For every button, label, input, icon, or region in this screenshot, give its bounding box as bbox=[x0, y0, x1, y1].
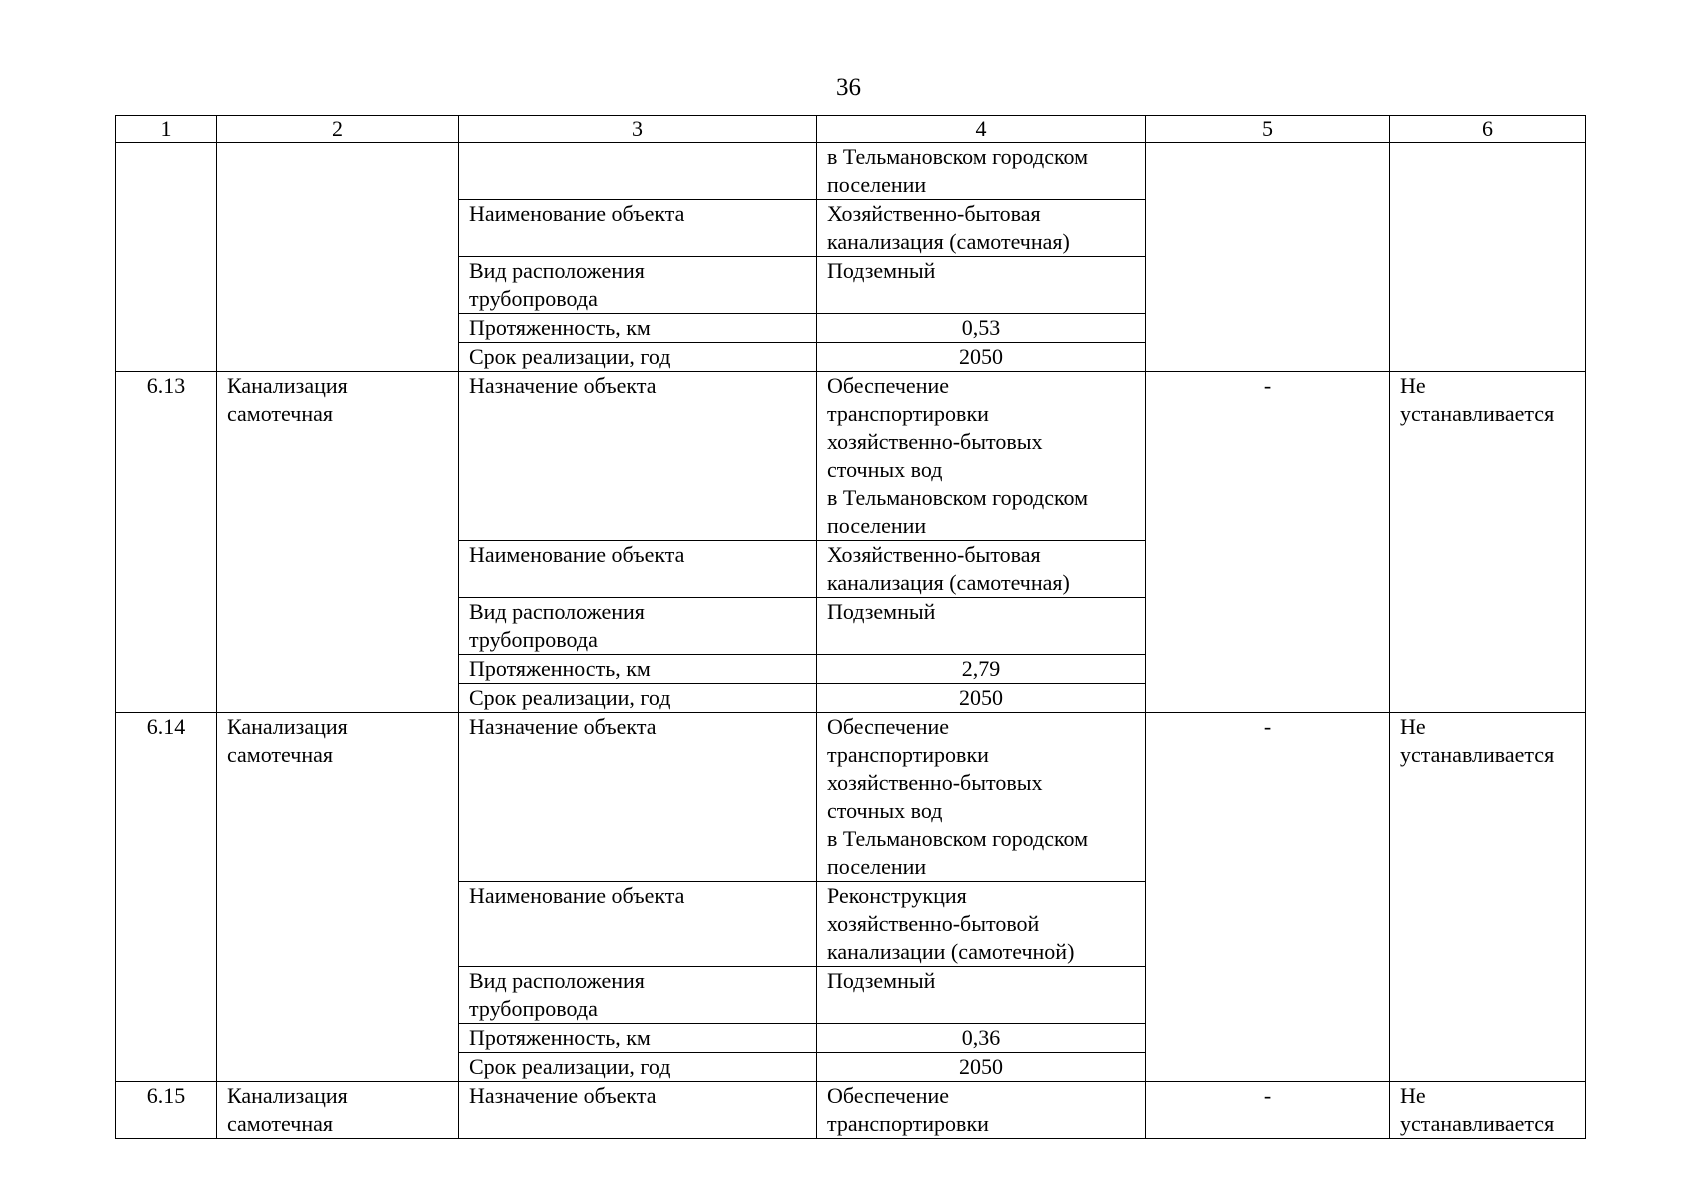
object-name-value: Хозяйственно-бытовая канализация (самотечная) bbox=[817, 200, 1146, 257]
table-header-row bbox=[116, 116, 1586, 143]
purpose-value: Обеспечение транспортировки хозяйственно-бытовых сточных вод в Тельмановском городском поселении bbox=[817, 713, 1146, 882]
term-label: Срок реализации, год bbox=[459, 684, 817, 713]
continuation-col6-cell bbox=[1390, 143, 1586, 372]
pipe-location-label: Вид расположения трубопровода bbox=[459, 967, 817, 1024]
length-value: 0,36 bbox=[817, 1024, 1146, 1053]
purpose-value: Обеспечение транспортировки bbox=[817, 1082, 1146, 1139]
continuation-name-cell bbox=[217, 143, 459, 372]
length-label: Протяженность, км bbox=[459, 1024, 817, 1053]
header-cell-4: 4 bbox=[817, 116, 1146, 143]
header-cell-2: 2 bbox=[217, 116, 459, 143]
entry-col5: - bbox=[1146, 1082, 1390, 1139]
length-label: Протяженность, км bbox=[459, 655, 817, 684]
pipe-location-value: Подземный bbox=[817, 257, 1146, 314]
table-row bbox=[116, 372, 1586, 541]
length-label: Протяженность, км bbox=[459, 314, 817, 343]
entry-name: Канализация самотечная bbox=[217, 372, 459, 713]
pipe-location-label: Вид расположения трубопровода bbox=[459, 598, 817, 655]
object-name-value: Хозяйственно-бытовая канализация (самотечная) bbox=[817, 541, 1146, 598]
entry-number: 6.13 bbox=[116, 372, 217, 713]
entry-number: 6.14 bbox=[116, 713, 217, 1082]
header-cell-6: 6 bbox=[1390, 116, 1586, 143]
term-label: Срок реализации, год bbox=[459, 1053, 817, 1082]
pipe-location-label: Вид расположения трубопровода bbox=[459, 257, 817, 314]
header-cell-3: 3 bbox=[459, 116, 817, 143]
term-value: 2050 bbox=[817, 343, 1146, 372]
entry-col6: Не устанавливается bbox=[1390, 372, 1586, 713]
entry-number: 6.15 bbox=[116, 1082, 217, 1139]
page-number: 36 bbox=[836, 74, 861, 101]
object-name-value: Реконструкция хозяйственно-бытовой канализации (самотечной) bbox=[817, 882, 1146, 967]
continuation-num-cell bbox=[116, 143, 217, 372]
pipe-location-value: Подземный bbox=[817, 967, 1146, 1024]
object-name-label: Наименование объекта bbox=[459, 541, 817, 598]
table-row bbox=[116, 713, 1586, 882]
pipe-location-value: Подземный bbox=[817, 598, 1146, 655]
purpose-label: Назначение объекта bbox=[459, 1082, 817, 1139]
entry-col5: - bbox=[1146, 372, 1390, 713]
continuation-col5-cell bbox=[1146, 143, 1390, 372]
term-value: 2050 bbox=[817, 1053, 1146, 1082]
object-name-label: Наименование объекта bbox=[459, 200, 817, 257]
entry-col6: Не устанавливается bbox=[1390, 1082, 1586, 1139]
entry-col6: Не устанавливается bbox=[1390, 713, 1586, 1082]
continuation-value-cell: в Тельмановском городском поселении bbox=[817, 143, 1146, 200]
length-value: 2,79 bbox=[817, 655, 1146, 684]
entry-name: Канализация самотечная bbox=[217, 713, 459, 1082]
object-name-label: Наименование объекта bbox=[459, 882, 817, 967]
objects-table bbox=[115, 115, 1586, 1139]
purpose-value: Обеспечение транспортировки хозяйственно-бытовых сточных вод в Тельмановском городском поселении bbox=[817, 372, 1146, 541]
header-cell-5: 5 bbox=[1146, 116, 1390, 143]
purpose-label: Назначение объекта bbox=[459, 713, 817, 882]
length-value: 0,53 bbox=[817, 314, 1146, 343]
purpose-label: Назначение объекта bbox=[459, 372, 817, 541]
continuation-label-cell bbox=[459, 143, 817, 200]
header-cell-1: 1 bbox=[116, 116, 217, 143]
entry-name: Канализация самотечная bbox=[217, 1082, 459, 1139]
term-label: Срок реализации, год bbox=[459, 343, 817, 372]
table-row bbox=[116, 143, 1586, 200]
entry-col5: - bbox=[1146, 713, 1390, 1082]
table-row bbox=[116, 1082, 1586, 1139]
term-value: 2050 bbox=[817, 684, 1146, 713]
